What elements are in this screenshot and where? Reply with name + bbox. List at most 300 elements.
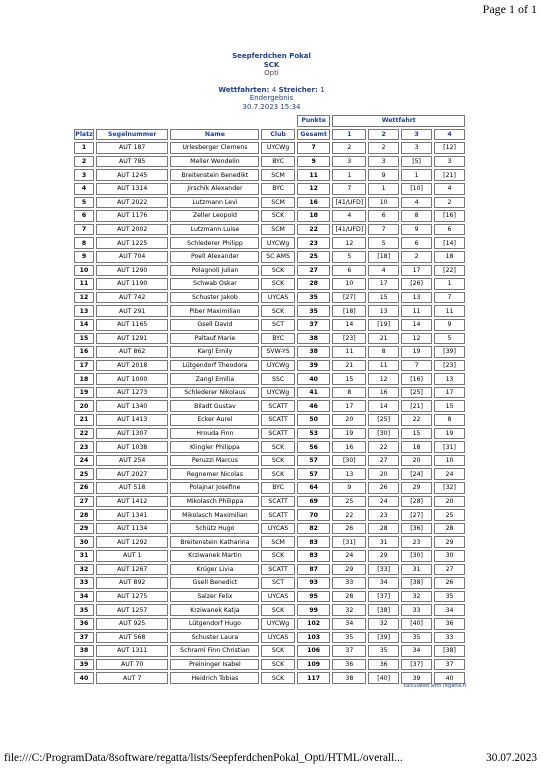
race3-score-cell: 33: [401, 604, 432, 616]
race2-score-cell: 6: [368, 210, 399, 222]
sailor-name-cell: Schütz Hugo: [170, 523, 259, 535]
sailor-name-cell: Schraml Finn Christian: [170, 645, 259, 657]
total-points-cell: 102: [297, 618, 331, 630]
race3-score-cell: 12: [401, 333, 432, 345]
col-race3-header: 3: [401, 129, 432, 141]
race4-score-cell: 33: [434, 632, 465, 644]
sail-number-cell: AUT 187: [96, 142, 169, 154]
sail-number-cell: AUT 785: [96, 156, 169, 168]
total-points-cell: 50: [297, 414, 331, 426]
race3-score-cell: [24]: [401, 468, 432, 480]
sailor-name-cell: Schuster Jakob: [170, 292, 259, 304]
race4-score-cell: 7: [434, 292, 465, 304]
rank-cell: 1: [74, 142, 94, 154]
total-points-cell: 83: [297, 536, 331, 548]
race2-score-cell: [37]: [368, 591, 399, 603]
sailor-name-cell: Jirschik Alexander: [170, 183, 259, 195]
print-date: 30.07.2023: [486, 752, 537, 764]
rank-cell: 9: [74, 251, 94, 263]
club-cell: UYCWg: [261, 387, 294, 399]
race1-score-cell: [18]: [332, 305, 366, 317]
rank-cell: 33: [74, 577, 94, 589]
race4-score-cell: 36: [434, 618, 465, 630]
rank-cell: 2: [74, 156, 94, 168]
club-cell: UYCWg: [261, 142, 294, 154]
sailor-name-cell: Kargl Emily: [170, 346, 259, 358]
race1-score-cell: 19: [332, 428, 366, 440]
race4-score-cell: 3: [434, 156, 465, 168]
race4-score-cell: 4: [434, 183, 465, 195]
race1-score-cell: 13: [332, 468, 366, 480]
race3-score-cell: 6: [401, 237, 432, 249]
race3-score-cell: 8: [401, 210, 432, 222]
sail-number-cell: AUT 2018: [96, 360, 169, 372]
total-points-cell: 57: [297, 468, 331, 480]
rank-cell: 32: [74, 564, 94, 576]
sail-number-cell: AUT 1000: [96, 373, 169, 385]
club-cell: SCK: [261, 645, 294, 657]
race1-score-cell: [41/UFD]: [332, 197, 366, 209]
race3-score-cell: [30]: [401, 550, 432, 562]
race3-score-cell: 34: [401, 645, 432, 657]
club-cell: BYC: [261, 482, 294, 494]
race2-score-cell: 32: [368, 618, 399, 630]
race2-score-cell: [39]: [368, 632, 399, 644]
race3-score-cell: 20: [401, 455, 432, 467]
race4-score-cell: [32]: [434, 482, 465, 494]
race2-score-cell: 31: [368, 536, 399, 548]
sail-number-cell: AUT 1412: [96, 496, 169, 508]
sail-number-cell: AUT 568: [96, 632, 169, 644]
table-row: [74, 659, 465, 671]
club-cell: SSC: [261, 373, 294, 385]
club-cell: BYC: [261, 156, 294, 168]
total-points-cell: 64: [297, 482, 331, 494]
race2-score-cell: 4: [368, 265, 399, 277]
race1-score-cell: 11: [332, 346, 366, 358]
race3-score-cell: [28]: [401, 496, 432, 508]
total-points-cell: 95: [297, 591, 331, 603]
col-race2-header: 2: [368, 129, 399, 141]
sailor-name-cell: Gsell Benedict: [170, 577, 259, 589]
race4-score-cell: 1: [434, 278, 465, 290]
sailor-name-cell: Polagnoli Julian: [170, 265, 259, 277]
table-row: [74, 428, 465, 440]
race4-score-cell: 30: [434, 550, 465, 562]
sail-number-cell: AUT 1134: [96, 523, 169, 535]
sailor-name-cell: Paltauf Marie: [170, 333, 259, 345]
total-points-cell: 46: [297, 400, 331, 412]
race4-score-cell: 40: [434, 672, 465, 684]
race4-score-cell: 13: [434, 373, 465, 385]
total-points-cell: 82: [297, 523, 331, 535]
club-cell: BYC: [261, 183, 294, 195]
race2-score-cell: 14: [368, 400, 399, 412]
race4-score-cell: 37: [434, 659, 465, 671]
sail-number-cell: AUT 925: [96, 618, 169, 630]
sail-number-cell: AUT 70: [96, 659, 169, 671]
race3-score-cell: [5]: [401, 156, 432, 168]
race4-score-cell: 35: [434, 591, 465, 603]
race3-score-cell: [21]: [401, 400, 432, 412]
race3-score-cell: 9: [401, 224, 432, 236]
sail-number-cell: AUT 7: [96, 672, 169, 684]
table-row: [74, 360, 465, 372]
race3-score-cell: 15: [401, 428, 432, 440]
club-cell: SCK: [261, 265, 294, 277]
club-cell: SCM: [261, 197, 294, 209]
race4-score-cell: 19: [434, 428, 465, 440]
sail-number-cell: AUT 1273: [96, 387, 169, 399]
rank-cell: 26: [74, 482, 94, 494]
sail-number-cell: AUT 1: [96, 550, 169, 562]
total-points-cell: 83: [297, 550, 331, 562]
group-header-row: [74, 115, 465, 127]
rank-cell: 29: [74, 523, 94, 535]
table-row: [74, 156, 465, 168]
rank-cell: 6: [74, 210, 94, 222]
race4-score-cell: [16]: [434, 210, 465, 222]
table-row: [74, 387, 465, 399]
total-points-cell: 56: [297, 441, 331, 453]
rank-cell: 4: [74, 183, 94, 195]
table-row: [74, 183, 465, 195]
col-total-header: Gesamt: [297, 129, 331, 141]
rank-cell: 38: [74, 645, 94, 657]
race3-score-cell: 35: [401, 632, 432, 644]
sailor-name-cell: Lütgendorf Hugo: [170, 618, 259, 630]
rank-cell: 17: [74, 360, 94, 372]
club-cell: SCK: [261, 278, 294, 290]
rank-cell: 36: [74, 618, 94, 630]
race1-score-cell: [23]: [332, 333, 366, 345]
race4-score-cell: 20: [434, 496, 465, 508]
table-row: [74, 197, 465, 209]
sailor-name-cell: Klingler Philippa: [170, 441, 259, 453]
sailor-name-cell: Zangl Emilia: [170, 373, 259, 385]
club-cell: UYCWg: [261, 360, 294, 372]
total-points-cell: 27: [297, 265, 331, 277]
club-cell: SCK: [261, 550, 294, 562]
race3-score-cell: 2: [401, 251, 432, 263]
total-points-cell: 106: [297, 645, 331, 657]
sailor-name-cell: Krüger Livia: [170, 564, 259, 576]
club-cell: SCK: [261, 455, 294, 467]
sail-number-cell: AUT 704: [96, 251, 169, 263]
sailor-name-cell: Mikolasch Maximilian: [170, 509, 259, 521]
sail-number-cell: AUT 1038: [96, 441, 169, 453]
sailor-name-cell: Heidrich Tobias: [170, 672, 259, 684]
rank-cell: 3: [74, 169, 94, 181]
club-cell: UYCAS: [261, 591, 294, 603]
sailor-name-cell: Gsell David: [170, 319, 259, 331]
club-cell: SCM: [261, 224, 294, 236]
rank-cell: 30: [74, 536, 94, 548]
club-cell: SCK: [261, 305, 294, 317]
table-row: [74, 265, 465, 277]
race2-score-cell: 27: [368, 455, 399, 467]
total-points-cell: 41: [297, 387, 331, 399]
rank-cell: 22: [74, 428, 94, 440]
sail-number-cell: AUT 1245: [96, 169, 169, 181]
rank-cell: 5: [74, 197, 94, 209]
race3-score-cell: [36]: [401, 523, 432, 535]
sail-number-cell: AUT 1291: [96, 333, 169, 345]
race4-score-cell: 11: [434, 305, 465, 317]
race1-score-cell: 21: [332, 360, 366, 372]
points-group-header: Punkte: [297, 115, 331, 127]
club-cell: SVW-YS: [261, 346, 294, 358]
race2-score-cell: 3: [368, 156, 399, 168]
rank-cell: 39: [74, 659, 94, 671]
total-points-cell: 35: [297, 305, 331, 317]
col-sail-header: Segelnummer: [96, 129, 169, 141]
result-type: Endergebnis: [249, 94, 294, 102]
sailor-name-cell: Lutzmann Levi: [170, 197, 259, 209]
sail-number-cell: AUT 2002: [96, 224, 169, 236]
total-points-cell: 35: [297, 292, 331, 304]
race3-score-cell: 11: [401, 305, 432, 317]
table-row: [74, 305, 465, 317]
total-points-cell: 109: [297, 659, 331, 671]
sail-number-cell: AUT 1176: [96, 210, 169, 222]
sailor-name-cell: Hrouda Finn: [170, 428, 259, 440]
race3-score-cell: 17: [401, 265, 432, 277]
rank-cell: 23: [74, 441, 94, 453]
total-points-cell: 69: [297, 496, 331, 508]
race1-score-cell: 3: [332, 156, 366, 168]
race3-score-cell: 3: [401, 142, 432, 154]
table-row: [74, 319, 465, 331]
table-row: [74, 482, 465, 494]
race2-score-cell: [40]: [368, 672, 399, 684]
race4-score-cell: [31]: [434, 441, 465, 453]
rank-cell: 15: [74, 333, 94, 345]
race2-score-cell: 36: [368, 659, 399, 671]
race2-score-cell: 16: [368, 387, 399, 399]
race1-score-cell: 1: [332, 169, 366, 181]
race3-score-cell: [40]: [401, 618, 432, 630]
sail-number-cell: AUT 2022: [96, 197, 169, 209]
race3-score-cell: 29: [401, 482, 432, 494]
results-header: [0, 52, 543, 111]
club-cell: SCK: [261, 672, 294, 684]
sailor-name-cell: Krziwanek Martin: [170, 550, 259, 562]
sailor-name-cell: Peruzzi Marcus: [170, 455, 259, 467]
col-race4-header: 4: [434, 129, 465, 141]
club-cell: UYCAS: [261, 632, 294, 644]
race3-score-cell: 19: [401, 346, 432, 358]
total-points-cell: 37: [297, 319, 331, 331]
race2-score-cell: [18]: [368, 251, 399, 263]
sail-number-cell: AUT 1314: [96, 183, 169, 195]
race1-score-cell: [41/UFD]: [332, 224, 366, 236]
total-points-cell: 7: [297, 142, 331, 154]
race4-score-cell: 17: [434, 387, 465, 399]
total-points-cell: 87: [297, 564, 331, 576]
table-row: [74, 400, 465, 412]
race2-score-cell: 2: [368, 142, 399, 154]
race2-score-cell: 13: [368, 305, 399, 317]
total-points-cell: 39: [297, 360, 331, 372]
sail-number-cell: AUT 1311: [96, 645, 169, 657]
race2-score-cell: [19]: [368, 319, 399, 331]
race1-score-cell: 22: [332, 509, 366, 521]
discards-count: 1: [320, 85, 325, 94]
race4-score-cell: 24: [434, 468, 465, 480]
sailor-name-cell: Salzer Felix: [170, 591, 259, 603]
sail-number-cell: AUT 1257: [96, 604, 169, 616]
result-timestamp: 30.7.2023 15:34: [242, 102, 301, 111]
sail-number-cell: AUT 291: [96, 305, 169, 317]
race4-score-cell: [14]: [434, 237, 465, 249]
boat-class: Opti: [264, 69, 279, 77]
table-row: [74, 210, 465, 222]
race1-score-cell: 5: [332, 251, 366, 263]
race1-score-cell: 4: [332, 210, 366, 222]
total-points-cell: 18: [297, 210, 331, 222]
rank-cell: 20: [74, 400, 94, 412]
rank-cell: 10: [74, 265, 94, 277]
club-cell: UYCAS: [261, 292, 294, 304]
total-points-cell: 70: [297, 509, 331, 521]
rank-cell: 13: [74, 305, 94, 317]
table-row: [74, 523, 465, 535]
sailor-name-cell: Lütgendorf Theodora: [170, 360, 259, 372]
table-row: [74, 414, 465, 426]
sailor-name-cell: Piber Maximilian: [170, 305, 259, 317]
rank-cell: 24: [74, 455, 94, 467]
race2-score-cell: [33]: [368, 564, 399, 576]
race4-score-cell: [22]: [434, 265, 465, 277]
race4-score-cell: 26: [434, 577, 465, 589]
rank-cell: 14: [74, 319, 94, 331]
sail-number-cell: AUT 1341: [96, 509, 169, 521]
race4-score-cell: 27: [434, 564, 465, 576]
sailor-name-cell: Preininger Isabel: [170, 659, 259, 671]
rank-cell: 18: [74, 373, 94, 385]
race4-score-cell: [21]: [434, 169, 465, 181]
sail-number-cell: AUT 1340: [96, 400, 169, 412]
rank-cell: 31: [74, 550, 94, 562]
rank-cell: 21: [74, 414, 94, 426]
race2-score-cell: [38]: [368, 604, 399, 616]
total-points-cell: 22: [297, 224, 331, 236]
table-row: [74, 224, 465, 236]
race3-score-cell: [10]: [401, 183, 432, 195]
table-row: [74, 455, 465, 467]
race4-score-cell: 6: [434, 224, 465, 236]
club-cell: SCM: [261, 169, 294, 181]
organizing-club: SCK: [263, 60, 280, 69]
race4-score-cell: 28: [434, 523, 465, 535]
race3-score-cell: 22: [401, 414, 432, 426]
race1-score-cell: 10: [332, 278, 366, 290]
race2-score-cell: 23: [368, 509, 399, 521]
race1-score-cell: 33: [332, 577, 366, 589]
sailor-name-cell: Polajnar Josefine: [170, 482, 259, 494]
table-row: [74, 441, 465, 453]
race2-score-cell: 9: [368, 169, 399, 181]
race3-score-cell: [38]: [401, 577, 432, 589]
race1-score-cell: [27]: [332, 292, 366, 304]
race1-score-cell: 20: [332, 414, 366, 426]
race2-score-cell: 12: [368, 373, 399, 385]
race2-score-cell: 29: [368, 550, 399, 562]
race1-score-cell: 7: [332, 183, 366, 195]
sail-number-cell: AUT 1190: [96, 278, 169, 290]
races-summary: [0, 86, 543, 95]
race4-score-cell: 8: [434, 414, 465, 426]
col-race1-header: 1: [332, 129, 366, 141]
rank-cell: 19: [74, 387, 94, 399]
table-row: [74, 278, 465, 290]
club-cell: UYCWg: [261, 618, 294, 630]
race1-score-cell: 36: [332, 659, 366, 671]
sail-number-cell: AUT 892: [96, 577, 169, 589]
rank-cell: 34: [74, 591, 94, 603]
total-points-cell: 16: [297, 197, 331, 209]
table-row: [74, 373, 465, 385]
race1-score-cell: 6: [332, 265, 366, 277]
sailor-name-cell: Meller Wendelin: [170, 156, 259, 168]
rank-cell: 7: [74, 224, 94, 236]
sailor-name-cell: Schlederer Nikolaus: [170, 387, 259, 399]
club-cell: SCATT: [261, 509, 294, 521]
race3-score-cell: 14: [401, 319, 432, 331]
race1-score-cell: 32: [332, 604, 366, 616]
col-name-header: Name: [170, 129, 259, 141]
race3-score-cell: 18: [401, 441, 432, 453]
sail-number-cell: AUT 1413: [96, 414, 169, 426]
sailor-name-cell: Biladt Gustav: [170, 400, 259, 412]
table-row: [74, 346, 465, 358]
total-points-cell: 93: [297, 577, 331, 589]
total-points-cell: 38: [297, 333, 331, 345]
table-row: [74, 237, 465, 249]
sailor-name-cell: Schlederer Philipp: [170, 237, 259, 249]
race4-score-cell: 5: [434, 333, 465, 345]
file-path: file:///C:/ProgramData/8software/regatta/lists/SeepferdchenPokal_Opti/HTML/overall...: [4, 752, 403, 764]
races-label: Wettfahrten:: [218, 85, 270, 94]
table-row: [74, 142, 465, 154]
event-title: Seepferdchen Pokal: [232, 52, 311, 60]
sail-number-cell: AUT 1225: [96, 237, 169, 249]
table-row: [74, 509, 465, 521]
race2-score-cell: 1: [368, 183, 399, 195]
race1-score-cell: 25: [332, 496, 366, 508]
race3-score-cell: [37]: [401, 659, 432, 671]
sail-number-cell: AUT 2027: [96, 468, 169, 480]
col-club-header: Club: [261, 129, 294, 141]
col-rank-header: Platz: [74, 129, 94, 141]
rank-cell: 40: [74, 672, 94, 684]
sailor-name-cell: Krziwanek Katja: [170, 604, 259, 616]
blank-header-cell: [74, 115, 295, 127]
club-cell: SCATT: [261, 496, 294, 508]
total-points-cell: 40: [297, 373, 331, 385]
race1-score-cell: [30]: [332, 455, 366, 467]
race2-score-cell: 21: [368, 333, 399, 345]
sailor-name-cell: Zeller Leopold: [170, 210, 259, 222]
race1-score-cell: 2: [332, 142, 366, 154]
total-points-cell: 38: [297, 346, 331, 358]
club-cell: BYC: [261, 333, 294, 345]
race1-score-cell: 8: [332, 387, 366, 399]
total-points-cell: 99: [297, 604, 331, 616]
race1-score-cell: 9: [332, 482, 366, 494]
race4-score-cell: [23]: [434, 360, 465, 372]
